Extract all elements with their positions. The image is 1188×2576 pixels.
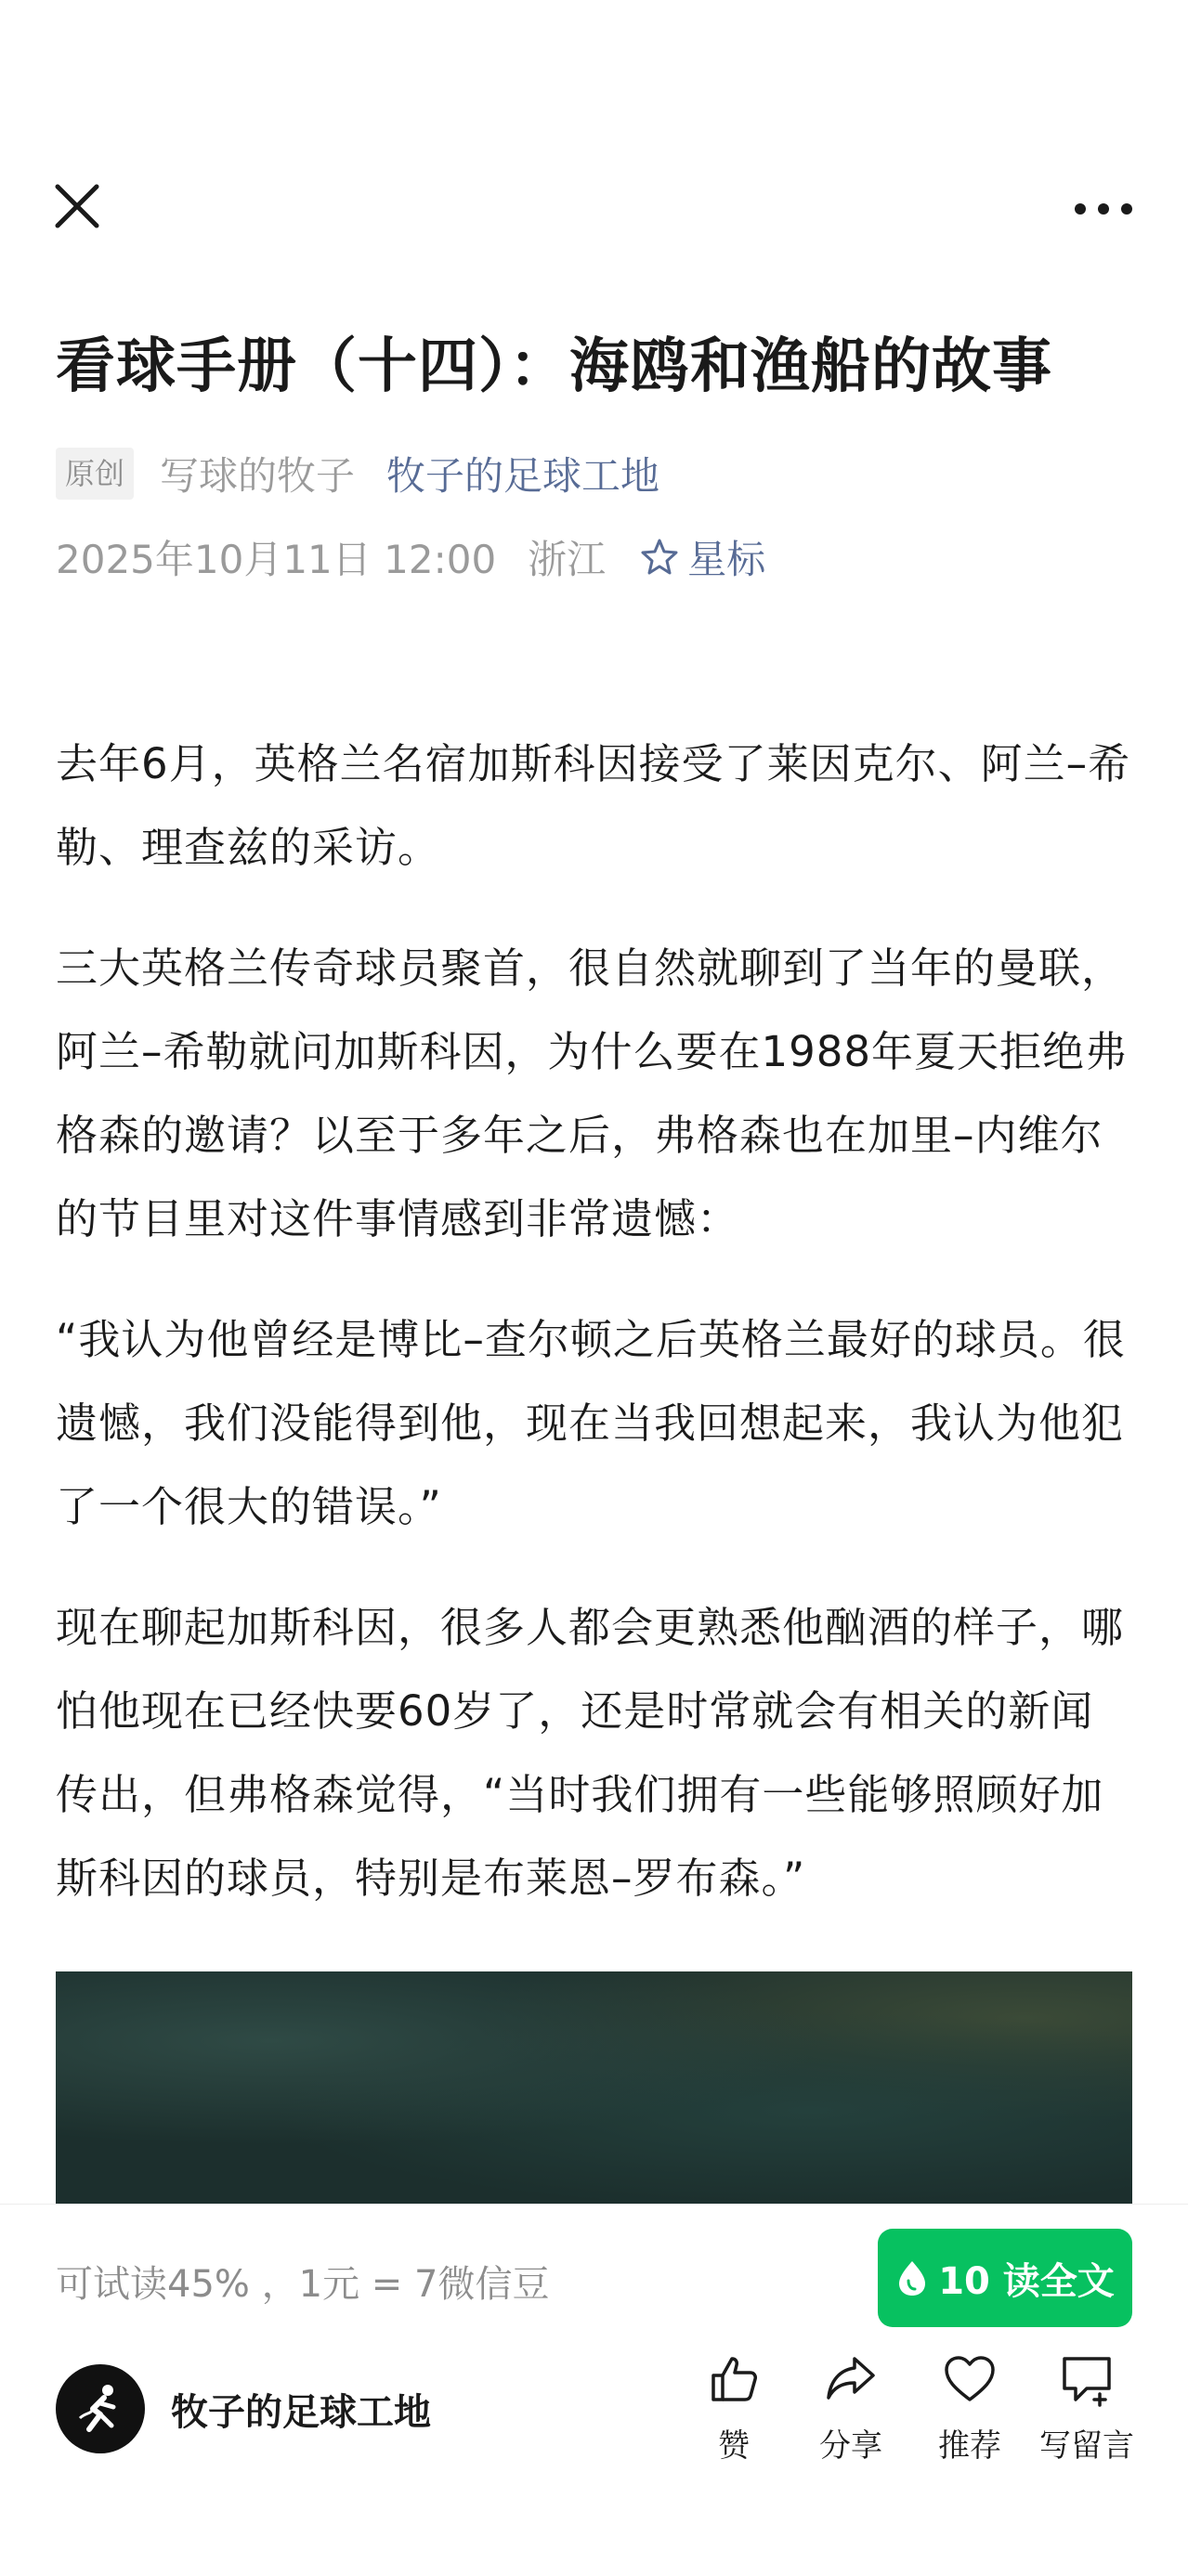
star-icon xyxy=(639,537,680,578)
share-label: 分享 xyxy=(819,2427,882,2465)
close-button[interactable] xyxy=(52,181,102,231)
comment-label: 写留言 xyxy=(1039,2427,1134,2465)
article-meta-2 xyxy=(56,529,765,585)
original-badge: 原创 xyxy=(56,448,134,500)
star-label: 星标 xyxy=(687,537,766,582)
paragraph: “我认为他曾经是博比–查尔顿之后英格兰最好的球员。很遗憾，我们没能得到他，现在当我回想起来，我认为他犯了一个很大的错误。” xyxy=(56,1315,1126,1531)
paragraph: 三大英格兰传奇球员聚首，很自然就聊到了当年的曼联，阿兰–希勒就问加斯科因，为什么要在1988年夏天拒绝弗格森的邀请？以至于多年之后，弗格森也在加里–内维尔的节目里对这件事情感到非常遗憾： xyxy=(56,943,1129,1243)
recommend-button[interactable] xyxy=(914,2351,1025,2465)
account-card[interactable] xyxy=(56,2364,431,2453)
publish-date: 2025年10月11日 12:00 xyxy=(56,537,497,582)
footballer-logo-icon xyxy=(72,2381,128,2437)
trial-read-text: 可试读45% ，1元 = 7微信豆 xyxy=(56,2263,550,2306)
article-body xyxy=(56,722,1133,1958)
comment-icon xyxy=(1059,2351,1115,2407)
account-name: 牧子的足球工地 xyxy=(171,2390,431,2434)
like-button[interactable] xyxy=(678,2351,790,2465)
more-options-button[interactable] xyxy=(1071,195,1136,223)
star-button[interactable] xyxy=(639,529,765,585)
article-title: 看球手册（十四）：海鸥和渔船的故事 xyxy=(56,332,1052,401)
comment-button[interactable] xyxy=(1031,2351,1142,2465)
share-button[interactable] xyxy=(795,2351,907,2465)
like-label: 赞 xyxy=(718,2427,750,2465)
read-full-button[interactable] xyxy=(878,2229,1132,2327)
action-bar xyxy=(678,2351,1142,2481)
thumbs-up-icon xyxy=(706,2351,762,2407)
region-label: 浙江 xyxy=(528,537,607,582)
account-link[interactable]: 牧子的足球工地 xyxy=(386,453,660,499)
recommend-label: 推荐 xyxy=(938,2427,1001,2465)
share-icon xyxy=(823,2351,879,2407)
paragraph: 现在聊起加斯科因，很多人都会更熟悉他酗酒的样子，哪怕他现在已经快要60岁了，还是时常就会有相关的新闻传出，但弗格森觉得，“当时我们拥有一些能够照顾好加斯科因的球员，特别是布莱恩–罗布森。” xyxy=(56,1603,1125,1903)
close-icon xyxy=(52,181,102,231)
article-image[interactable] xyxy=(56,1971,1132,2204)
paywall-bar xyxy=(0,2204,1188,2576)
avatar xyxy=(56,2364,145,2453)
paragraph: 去年6月，英格兰名宿加斯科因接受了莱因克尔、阿兰–希勒、理查兹的采访。 xyxy=(56,739,1131,872)
author-name: 写球的牧子 xyxy=(160,453,356,499)
heart-icon xyxy=(942,2351,998,2407)
article-meta xyxy=(56,444,659,503)
read-full-label: 10 读全文 xyxy=(938,2259,1115,2303)
more-icon xyxy=(1071,195,1136,223)
wechat-bean-icon xyxy=(895,2258,929,2297)
